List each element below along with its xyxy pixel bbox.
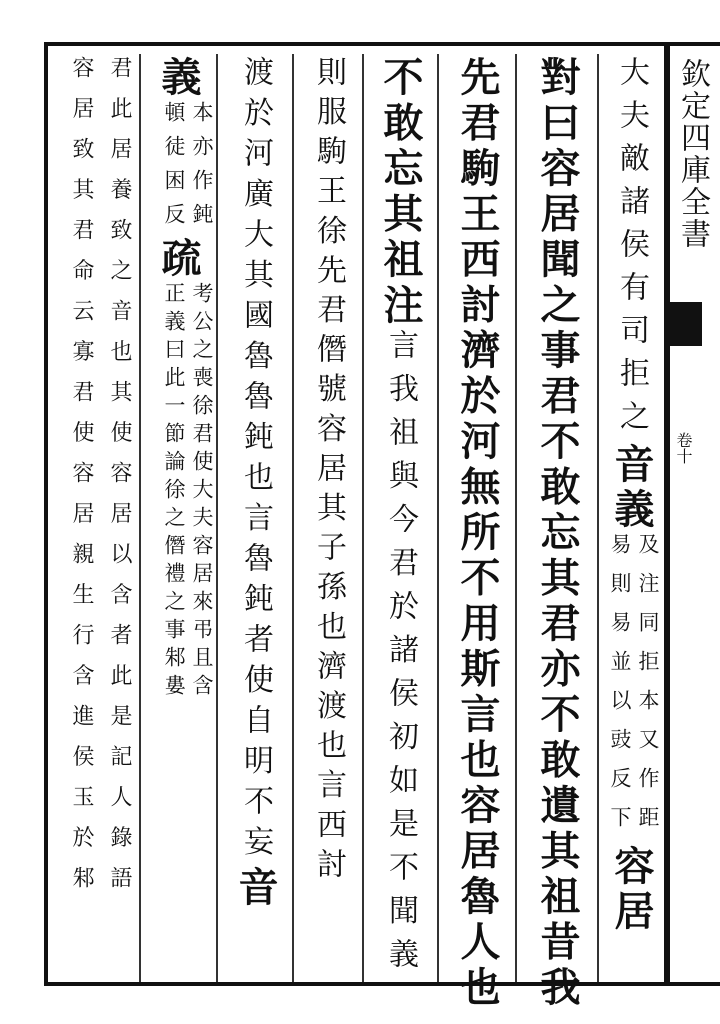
column-rule bbox=[597, 54, 599, 982]
text-column-8 bbox=[58, 56, 138, 986]
commentary-right: 正義曰此一節論徐之僭禮之事邾婁 bbox=[162, 282, 186, 702]
commentary-text: 則服駒王徐先君僭號容居其子孫也濟渡也言西討 bbox=[311, 56, 346, 888]
commentary-pair bbox=[160, 282, 216, 702]
commentary-right: 容居致其君命云寡君使容居親生行含進侯玉於邾 bbox=[69, 56, 94, 907]
commentary-right: 易則易並以豉反下 bbox=[608, 533, 632, 845]
section-marker: 義 bbox=[155, 56, 202, 101]
commentary-text: 言我祖與今君於諸侯初如是不聞義 bbox=[383, 328, 418, 981]
section-marker: 音 bbox=[232, 866, 279, 911]
margin-title: 欽定四庫全書 bbox=[675, 58, 710, 250]
main-text: 不敢忘其祖 bbox=[377, 56, 424, 284]
main-text: 先君駒王西討濟於河無所不用斯言也容居魯人也 bbox=[454, 56, 501, 1012]
note-marker: 注 bbox=[377, 283, 424, 329]
commentary-left: 君此居養致之音也其使容居以含者此是記人錄語 bbox=[107, 56, 132, 907]
section-marker: 音義 bbox=[608, 443, 655, 533]
text-column-1 bbox=[600, 56, 662, 986]
text-column-6 bbox=[218, 56, 292, 986]
center-fold-band bbox=[664, 42, 670, 986]
subcommentary-marker: 疏 bbox=[155, 237, 202, 282]
fishtail-mark bbox=[670, 302, 702, 346]
text-column-7 bbox=[141, 56, 216, 986]
main-text: 大夫敵諸侯有司拒之 bbox=[614, 56, 649, 443]
section-marker: 容居 bbox=[608, 845, 655, 935]
main-text: 對曰容居聞之事君不敢忘其君亦不敢遺其祖昔我 bbox=[534, 56, 581, 1012]
commentary-pair bbox=[62, 56, 138, 907]
text-column-4 bbox=[364, 56, 436, 986]
commentary-pair bbox=[160, 101, 216, 237]
chapter-label: 卷十 bbox=[674, 432, 693, 464]
commentary-left: 考公之喪徐君使大夫容居來弔且含 bbox=[190, 282, 214, 702]
commentary-left: 及注同拒本又作距 bbox=[636, 533, 660, 845]
commentary-text: 渡於河廣大其國魯魯鈍也言魯鈍者使自明不妄 bbox=[238, 56, 273, 866]
commentary-left: 本亦作鈍 bbox=[190, 101, 214, 237]
commentary-pair bbox=[606, 533, 662, 845]
text-column-5 bbox=[294, 56, 362, 986]
text-column-2 bbox=[517, 56, 597, 1012]
text-column-3 bbox=[439, 56, 515, 1012]
commentary-right: 頓徒困反 bbox=[162, 101, 186, 237]
